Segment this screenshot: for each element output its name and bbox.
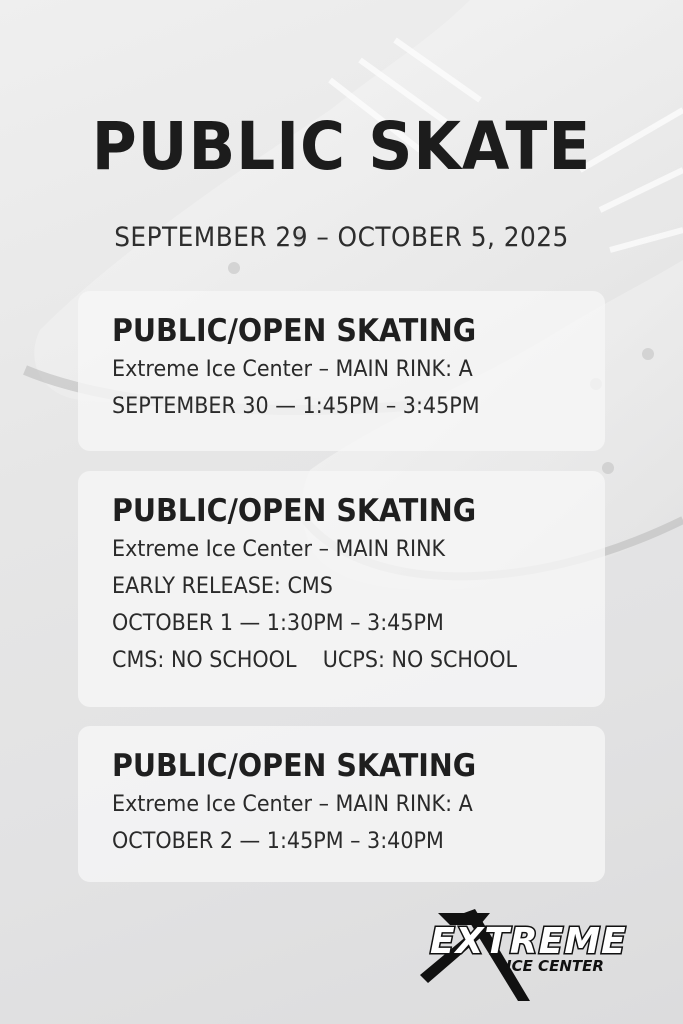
session-note: EARLY RELEASE: CMS — [112, 574, 333, 599]
page-title: PUBLIC SKATE — [91, 108, 592, 185]
school-status-cms: CMS: NO SCHOOL — [112, 648, 297, 673]
logo-line2: ICE CENTER — [506, 957, 604, 975]
session-card — [78, 471, 605, 707]
session-datetime: OCTOBER 1 — 1:30PM – 3:45PM — [112, 611, 444, 636]
session-datetime: OCTOBER 2 — 1:45PM – 3:40PM — [112, 829, 444, 854]
session-card — [78, 291, 605, 451]
logo-line1: EXTREME — [430, 921, 627, 962]
session-datetime: SEPTEMBER 30 — 1:45PM – 3:45PM — [112, 394, 480, 419]
extreme-ice-center-logo — [420, 905, 650, 1005]
session-location: Extreme Ice Center – MAIN RINK: A — [112, 792, 473, 817]
session-location: Extreme Ice Center – MAIN RINK — [112, 537, 446, 562]
session-heading: PUBLIC/OPEN SKATING — [112, 313, 477, 349]
date-range: SEPTEMBER 29 – OCTOBER 5, 2025 — [114, 222, 569, 253]
session-location: Extreme Ice Center – MAIN RINK: A — [112, 357, 473, 382]
session-heading: PUBLIC/OPEN SKATING — [112, 493, 477, 529]
session-heading: PUBLIC/OPEN SKATING — [112, 748, 477, 784]
school-status — [112, 642, 575, 679]
school-status-ucps: UCPS: NO SCHOOL — [322, 648, 518, 673]
session-card — [78, 726, 605, 882]
